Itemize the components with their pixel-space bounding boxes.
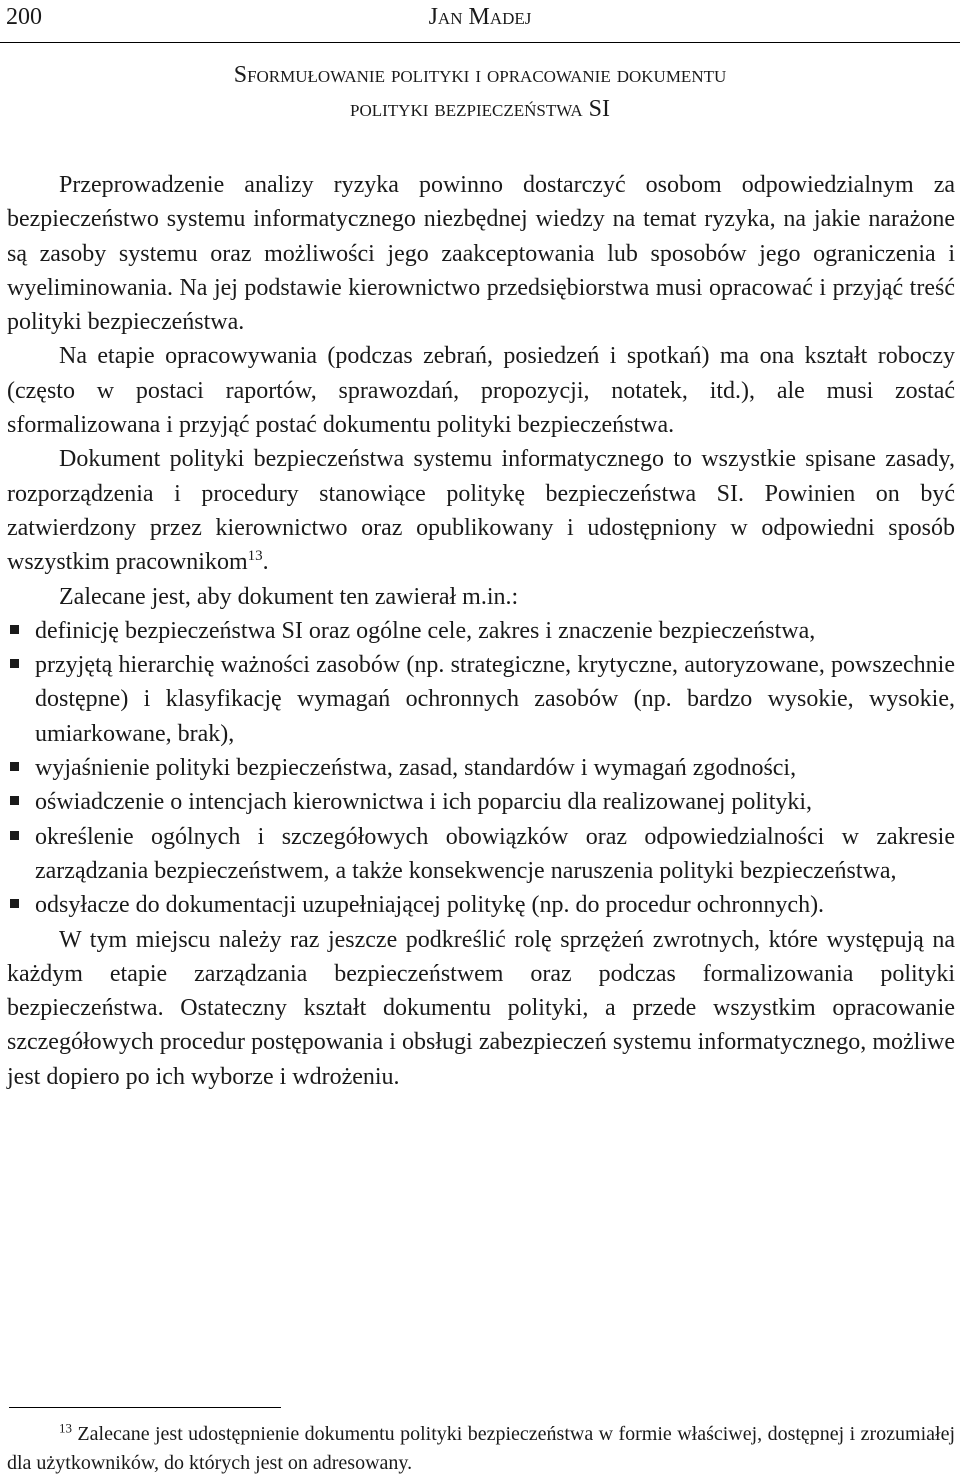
footnote bbox=[7, 1420, 955, 1478]
recommendation-list bbox=[7, 614, 955, 923]
list-item bbox=[7, 888, 955, 922]
square-bullet-icon bbox=[10, 762, 19, 771]
final-paragraph: W tym miejscu należy raz jeszcze podkreślić rolę sprzężeń zwrotnych, które występują na każdym etapie zarządzania bezpieczeństwem oraz podczas formalizowania polityki bezpieczeństwa. Ostateczny kształt dokumentu polityki, a przede wszystkim opracowanie szczegółowych procedur postępowania i obsługi zabezpieczeń systemu informatycznego, możliwe jest dopiero po ich wyborze i wdrożeniu. bbox=[7, 926, 955, 1090]
list-item-text: określenie ogólnych i szczegółowych obowiązków oraz odpowiedzialności w zakresie zarządzania bezpieczeństwem, a także konsekwencje naruszenia polityki bezpieczeństwa, bbox=[35, 823, 955, 884]
list-item bbox=[7, 648, 955, 751]
section-title-line-1: Sformułowanie polityki i opracowanie dokumentu bbox=[233, 62, 727, 88]
section-title bbox=[0, 58, 960, 126]
list-item bbox=[7, 785, 955, 819]
list-item-text: definicję bezpieczeństwa SI oraz ogólne cele, zakres i znaczenie bezpieczeństwa, bbox=[35, 617, 816, 644]
paragraph-3 bbox=[7, 442, 955, 579]
page-number: 200 bbox=[6, 4, 42, 30]
list-intro: Zalecane jest, aby dokument ten zawierał m.in.: bbox=[59, 583, 519, 610]
list-item bbox=[7, 820, 955, 889]
list-item-text: wyjaśnienie polityki bezpieczeństwa, zasad, standardów i wymagań zgodności, bbox=[35, 755, 797, 782]
list-item-text: przyjętą hierarchię ważności zasobów (np. strategiczne, krytyczne, autoryzowane, powszechnie dostępne) i klasyfikację wymagań ochronnych zasobów (np. bardzo wysokie, wysokie, umiarkowane, brak), bbox=[35, 652, 955, 747]
body-text bbox=[7, 168, 955, 1094]
footnote-reference: 13 bbox=[247, 548, 263, 565]
square-bullet-icon bbox=[10, 899, 19, 908]
footnote-divider bbox=[9, 1407, 281, 1408]
page-header bbox=[0, 2, 960, 43]
square-bullet-icon bbox=[10, 796, 19, 805]
section-title-line-2: polityki bezpieczeństwa SI bbox=[350, 96, 610, 122]
paragraph-1: Przeprowadzenie analizy ryzyka powinno dostarczyć osobom odpowiedzialnym za bezpieczeństwo systemu informatycznego niezbędnej wiedzy na temat ryzyka, na jakie narażone są zasoby systemu oraz możliwości jego zaakceptowania lub sposobów jego ograniczenia i wyeliminowania. Na jej podstawie kierownictwo przedsiębiorstwa musi opracować i przyjąć treść polityki bezpieczeństwa. bbox=[7, 172, 955, 336]
paragraph-3-end: . bbox=[262, 549, 269, 576]
running-head: Jan Madej bbox=[428, 4, 532, 30]
list-item bbox=[7, 751, 955, 785]
paragraph-3-text: Dokument polityki bezpieczeństwa systemu informatycznego to wszystkie spisane zasady, rozporządzenia i procedury stanowiące politykę bezpieczeństwa SI. Powinien on być zatwierdzony przez kierownictwo oraz opublikowany i udostępniony w odpowiedni sposób wszystkim pracownikom bbox=[7, 446, 955, 576]
paragraph-2: Na etapie opracowywania (podczas zebrań, posiedzeń i spotkań) ma ona kształt roboczy (często w postaci raportów, sprawozdań, propozycji, notatek, itd.), ale musi zostać sformalizowana i przyjąć postać dokumentu polityki bezpieczeństwa. bbox=[7, 343, 955, 439]
square-bullet-icon bbox=[10, 831, 19, 840]
square-bullet-icon bbox=[10, 659, 19, 668]
list-item bbox=[7, 614, 955, 648]
list-item-text: odsyłacze do dokumentacji uzupełniającej politykę (np. do procedur ochronnych). bbox=[35, 892, 825, 919]
list-item-text: oświadczenie o intencjach kierownictwa i ich poparciu dla realizowanej polityki, bbox=[35, 789, 813, 816]
footnote-number: 13 bbox=[59, 1420, 72, 1436]
footnote-text: Zalecane jest udostępnienie dokumentu polityki bezpieczeństwa w formie właściwej, dostępnej i zrozumiałej dla użytkowników, do których jest on adresowany. bbox=[7, 1423, 955, 1474]
square-bullet-icon bbox=[10, 625, 19, 634]
